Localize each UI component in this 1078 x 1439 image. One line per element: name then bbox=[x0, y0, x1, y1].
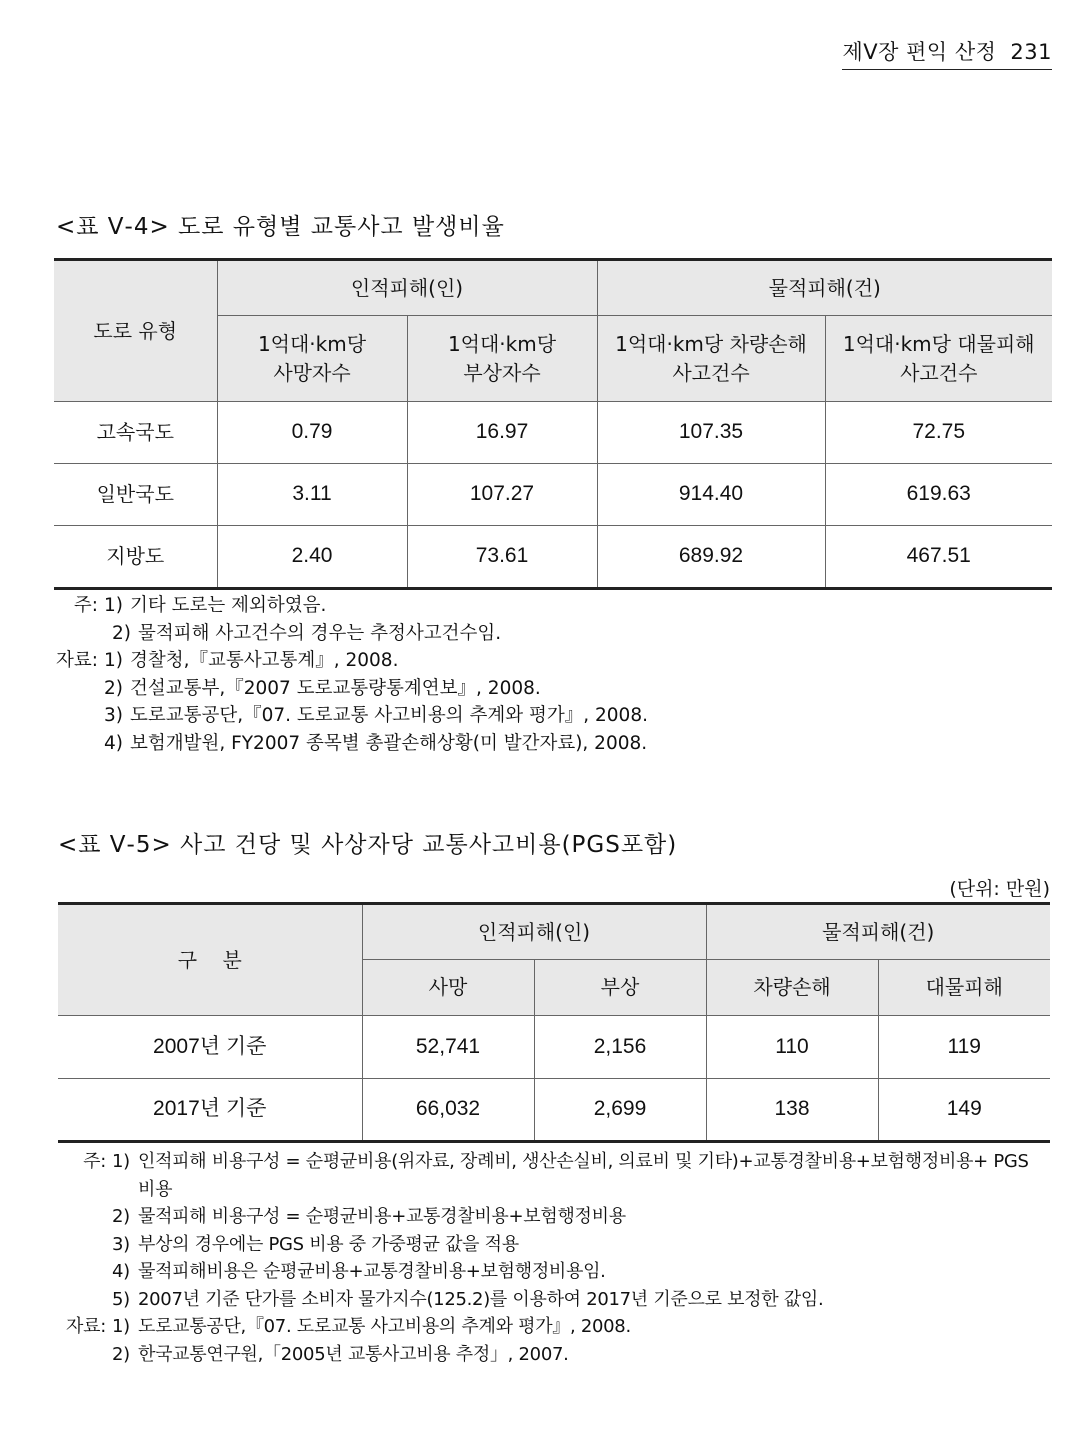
table5-col-header: 차량손해 bbox=[706, 960, 878, 1016]
table4-col-header bbox=[407, 316, 597, 402]
table-cell: 107.35 bbox=[597, 402, 825, 464]
table-row bbox=[54, 402, 1052, 464]
note-text: 2007년 기준 단가를 소비자 물가지수(125.2)를 이용하여 2017년 기준으로 보정한 값임. bbox=[138, 1288, 824, 1310]
note-line bbox=[54, 730, 648, 758]
source-text: 경찰청,『교통사고통계』, 2008. bbox=[130, 650, 399, 671]
note-text: 물적피해비용은 순평균비용+교통경찰비용+보험행정비용임. bbox=[138, 1261, 606, 1282]
table4-col-header bbox=[217, 316, 407, 402]
source-index: 1) bbox=[104, 650, 123, 671]
note-line bbox=[54, 702, 648, 730]
source-index: 2) bbox=[112, 1343, 130, 1365]
table4-group-personal: 인적피해(인) bbox=[217, 260, 597, 316]
col-header-line: 1억대·km당 대물피해 bbox=[842, 331, 1035, 356]
note-line bbox=[54, 1203, 1029, 1231]
table-cell: 149 bbox=[878, 1079, 1050, 1142]
table-row bbox=[58, 1016, 1050, 1079]
table-cell: 0.79 bbox=[217, 402, 407, 464]
note-index: 5) bbox=[112, 1288, 130, 1310]
note-line bbox=[54, 1286, 1029, 1314]
note-index: 2) bbox=[112, 622, 131, 644]
table-row bbox=[54, 526, 1052, 589]
note-line bbox=[54, 592, 648, 620]
source-index: 4) bbox=[104, 732, 123, 754]
table5-row-header: 구 분 bbox=[58, 904, 362, 1016]
note-line bbox=[54, 1148, 1029, 1176]
note-line bbox=[54, 1231, 1029, 1259]
source-index: 2) bbox=[104, 677, 123, 699]
note-text: 비용 bbox=[138, 1178, 173, 1200]
col-header-line: 부상자수 bbox=[463, 360, 541, 385]
note-line bbox=[54, 675, 648, 703]
table-cell: 3.11 bbox=[217, 464, 407, 526]
table4-group-property: 물적피해(건) bbox=[597, 260, 1052, 316]
note-text: 기타 도로는 제외하였음. bbox=[130, 595, 327, 616]
page-number: 231 bbox=[1010, 40, 1052, 64]
col-header-line: 1억대·km당 bbox=[257, 331, 367, 356]
note-index: 2) bbox=[112, 1206, 130, 1227]
table-cell: 72.75 bbox=[825, 402, 1052, 464]
note-line bbox=[54, 1341, 1029, 1369]
table-row bbox=[54, 464, 1052, 526]
source-text: 한국교통연구원,「2005년 교통사고비용 추정」, 2007. bbox=[138, 1343, 569, 1365]
sources-label: 자료: bbox=[66, 1316, 106, 1337]
source-text: 도로교통공단,『07. 도로교통 사고비용의 추계와 평가』, 2008. bbox=[138, 1316, 631, 1337]
table5-group-property: 물적피해(건) bbox=[706, 904, 1050, 960]
notes-label: 주: bbox=[73, 595, 98, 616]
note-line bbox=[54, 647, 648, 675]
note-index: 4) bbox=[112, 1261, 130, 1282]
table-cell: 467.51 bbox=[825, 526, 1052, 589]
note-index: 1) bbox=[104, 595, 123, 616]
table-cell: 2,156 bbox=[534, 1016, 706, 1079]
table-cell: 2,699 bbox=[534, 1079, 706, 1142]
table-cell: 52,741 bbox=[362, 1016, 534, 1079]
note-text: 부상의 경우에는 PGS 비용 중 가중평균 값을 적용 bbox=[138, 1233, 519, 1255]
table-cell: 107.27 bbox=[407, 464, 597, 526]
table5-group-personal: 인적피해(인) bbox=[362, 904, 706, 960]
row-label: 2017년 기준 bbox=[58, 1079, 362, 1142]
table5-col-header: 대물피해 bbox=[878, 960, 1050, 1016]
source-text: 건설교통부,『2007 도로교통량통계연보』, 2008. bbox=[130, 677, 541, 699]
note-text: 물적피해 사고건수의 경우는 추정사고건수임. bbox=[138, 622, 502, 644]
row-label: 일반국도 bbox=[54, 464, 217, 526]
note-text: 인적피해 비용구성 = 순평균비용(위자료, 장례비, 생산손실비, 의료비 및 기타)+교통경찰비용+보험행정비용+ PGS bbox=[138, 1151, 1029, 1172]
table4-col-header bbox=[597, 316, 825, 402]
table4-notes bbox=[54, 592, 648, 757]
table-cell: 73.61 bbox=[407, 526, 597, 589]
col-header-line: 사고건수 bbox=[672, 360, 750, 385]
note-text: 물적피해 비용구성 = 순평균비용+교통경찰비용+보험행정비용 bbox=[138, 1206, 626, 1227]
sources-label: 자료: bbox=[56, 650, 98, 671]
table-cell: 2.40 bbox=[217, 526, 407, 589]
running-header bbox=[842, 36, 1052, 70]
table-cell: 119 bbox=[878, 1016, 1050, 1079]
table5-col-header: 사망 bbox=[362, 960, 534, 1016]
note-index: 3) bbox=[112, 1233, 130, 1255]
table5-notes bbox=[54, 1148, 1029, 1368]
table4-col-header bbox=[825, 316, 1052, 402]
table4-title: <표 Ⅴ-4> 도로 유형별 교통사고 발생비율 bbox=[56, 214, 505, 240]
note-index: 1) bbox=[112, 1151, 130, 1172]
col-header-line: 사망자수 bbox=[273, 360, 351, 385]
note-line bbox=[54, 620, 648, 648]
col-header-line: 1억대·km당 bbox=[447, 331, 557, 356]
table5-unit: (단위: 만원) bbox=[949, 878, 1050, 900]
note-line bbox=[54, 1176, 1029, 1204]
row-label: 2007년 기준 bbox=[58, 1016, 362, 1079]
table-cell: 619.63 bbox=[825, 464, 1052, 526]
chapter-title: 제Ⅴ장 편익 산정 bbox=[842, 40, 997, 64]
table4-row-header: 도로 유형 bbox=[54, 260, 217, 402]
note-line bbox=[54, 1258, 1029, 1286]
row-label: 고속국도 bbox=[54, 402, 217, 464]
note-line bbox=[54, 1313, 1029, 1341]
col-header-line: 사고건수 bbox=[900, 360, 978, 385]
table-cell: 110 bbox=[706, 1016, 878, 1079]
table5 bbox=[58, 902, 1050, 1143]
source-text: 도로교통공단,『07. 도로교통 사고비용의 추계와 평가』, 2008. bbox=[130, 705, 648, 726]
table-cell: 16.97 bbox=[407, 402, 597, 464]
source-index: 3) bbox=[104, 705, 123, 726]
table-row bbox=[58, 1079, 1050, 1142]
table4 bbox=[54, 258, 1052, 590]
table5-col-header: 부상 bbox=[534, 960, 706, 1016]
table-cell: 138 bbox=[706, 1079, 878, 1142]
row-label: 지방도 bbox=[54, 526, 217, 589]
table-cell: 66,032 bbox=[362, 1079, 534, 1142]
col-header-line: 1억대·km당 차량손해 bbox=[615, 331, 807, 356]
table-cell: 689.92 bbox=[597, 526, 825, 589]
source-text: 보험개발원, FY2007 종목별 총괄손해상황(미 발간자료), 2008. bbox=[130, 732, 648, 754]
notes-label: 주: bbox=[83, 1151, 106, 1172]
table-cell: 914.40 bbox=[597, 464, 825, 526]
source-index: 1) bbox=[112, 1316, 130, 1337]
table5-title: <표 Ⅴ-5> 사고 건당 및 사상자당 교통사고비용(PGS포함) bbox=[58, 832, 678, 858]
